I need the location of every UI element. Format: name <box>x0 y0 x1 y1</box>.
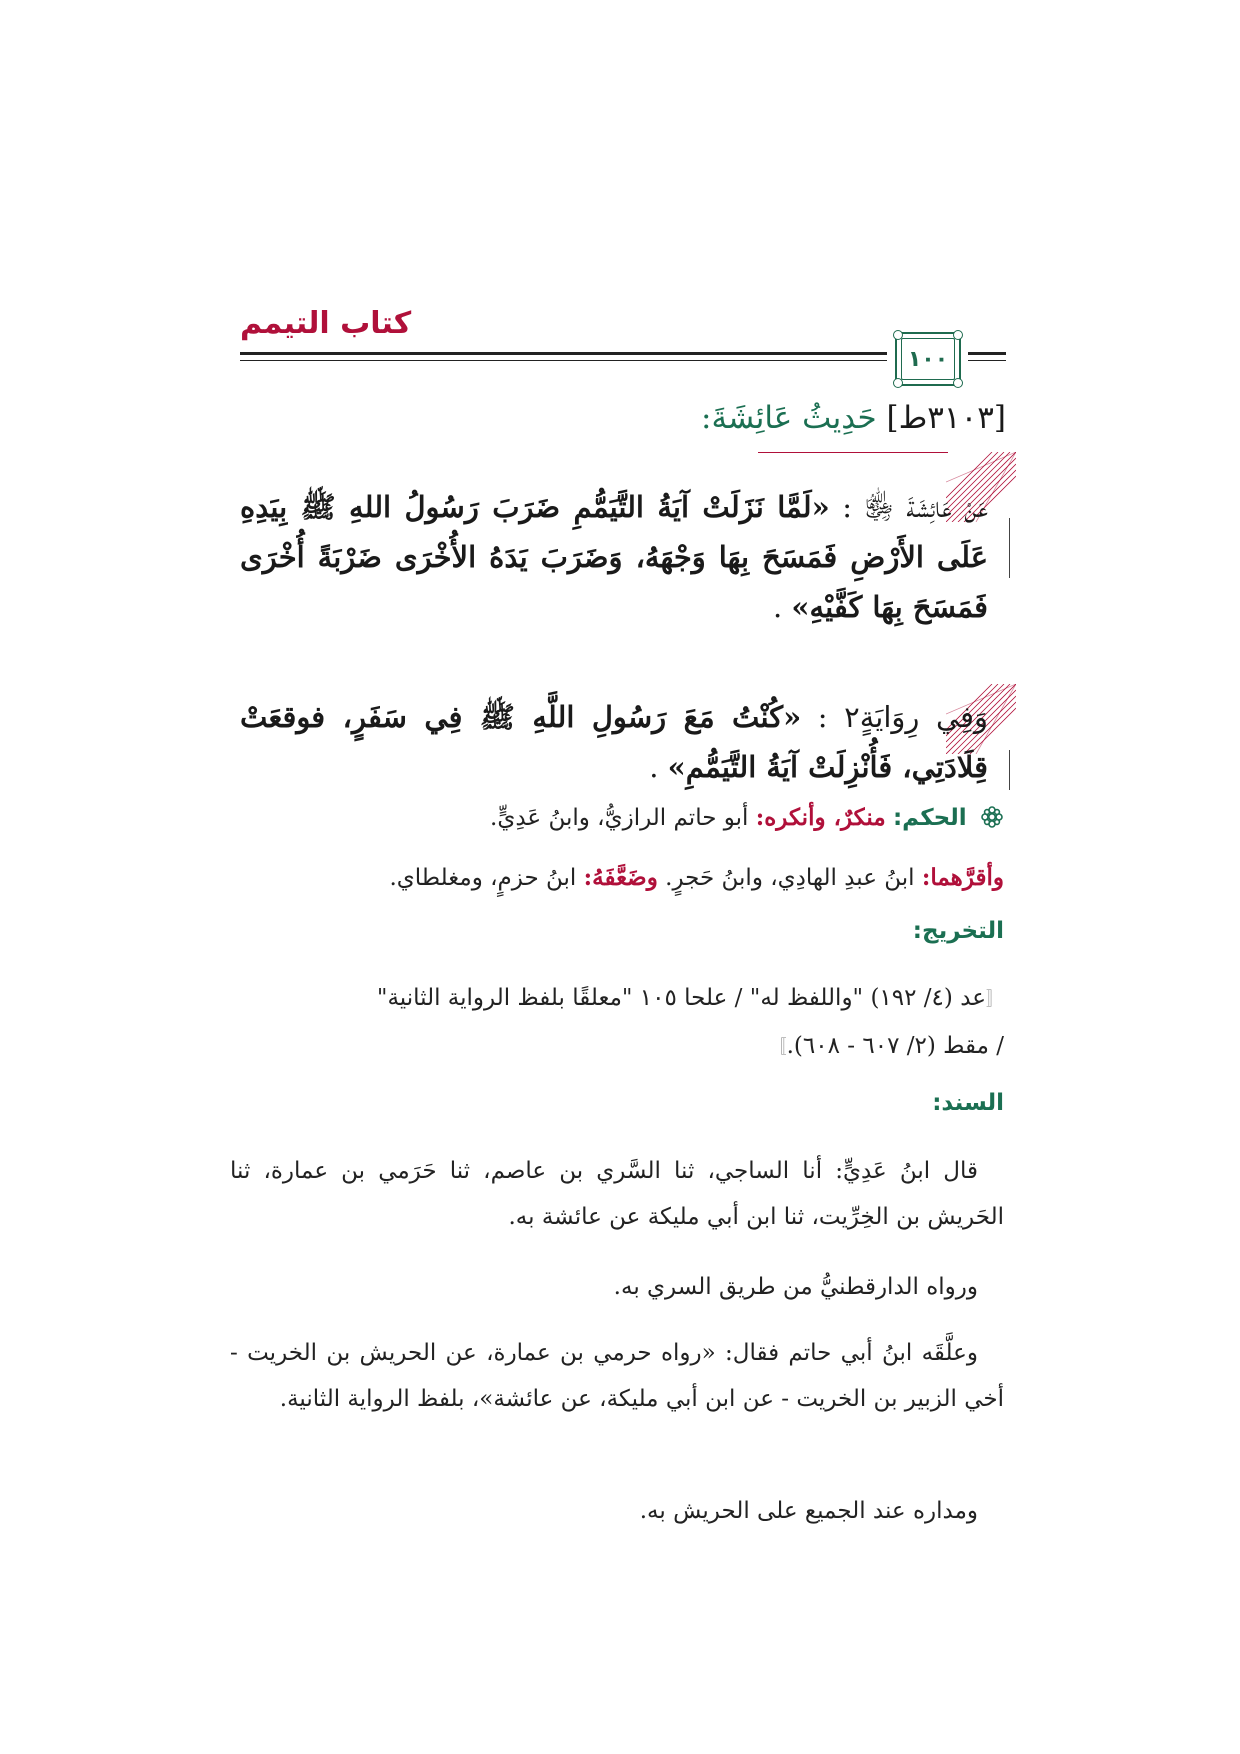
narration-matn-1: «لَمَّا نَزَلَتْ آيَةُ التَّيَمُّمِ ضَرَبَ رَسُولُ اللهِ ﷺ بِيَدِهِ عَلَى الأَرْضِ فَمَسَحَ بِهَا وَجْهَهُ، وَضَرَبَ يَدَهُ الأُخْرَى ضَرْبَةً أُخْرَى فَمَسَحَ بِهَا كَفَّيْهِ» <box>240 490 988 624</box>
flower-ornament-icon <box>980 805 1004 829</box>
frame-corner-ornament <box>953 378 963 388</box>
approval-label: وأقرَّهما: <box>921 864 1004 891</box>
header-rule-right-top <box>968 352 1006 355</box>
hadith-number: [٣١٠٣ط] <box>886 400 1006 436</box>
takhrij-line-2-text: / مقط (٢/ ٦٠٧ - ٦٠٨). <box>786 1033 1004 1059</box>
header-rule-right-bottom <box>968 360 1006 361</box>
narration-matn-2: «كُنْتُ مَعَ رَسُولِ اللَّهِ ﷺ فِي سَفَرٍ، فوقعَتْ قِلَادَتِي، فَأُنْزِلَتْ آيَةُ التَّيَمُّمِ» <box>240 700 988 784</box>
narration-block-2 <box>230 690 1010 800</box>
ruling-label: الحكم: <box>892 805 967 831</box>
approvers: ابنُ عبدِ الهادِي، وابنُ حَجرٍ. <box>657 865 922 891</box>
frame-corner-ornament <box>893 378 903 388</box>
hadith-title: حَدِيثُ عَائِشَةَ: <box>701 400 877 436</box>
quote-top-line <box>758 452 948 453</box>
narration-end-1: . <box>772 590 792 624</box>
sanad-paragraph-4: ومداره عند الجميع على الحريش به. <box>639 1498 978 1524</box>
ruling-rejecters: أبو حاتم الرازيُّ، وابنُ عَدِيٍّ. <box>490 805 756 831</box>
assessment-line <box>230 855 1004 901</box>
quote-side-line <box>1009 518 1010 578</box>
quote-side-line <box>1009 750 1010 790</box>
weakeners: ابنُ حزمٍ، ومغلطاي. <box>389 865 584 891</box>
narration-intro-1: عَنْ عَائِشَةَ ﵂ : <box>842 490 989 524</box>
ruling-verdict: منكرٌ، وأنكره: <box>755 804 886 831</box>
header-rule-bottom <box>240 360 887 361</box>
narration-block-1 <box>230 458 1010 628</box>
running-title: كتاب التيمم <box>240 306 412 341</box>
narration-intro-2: وَفِي رِوَايَةٍ٢ : <box>817 700 989 734</box>
takhrij-text <box>230 975 1004 1071</box>
sanad-paragraph-3: وعلَّقَه ابنُ أبي حاتم فقال: «رواه حرمي بن عمارة، عن الحريش بن الخريت - أخي الزبير بن الخريت - عن ابن أبي مليكة، عن عائشة»، بلفظ الرواية الثانية. <box>230 1340 1004 1412</box>
takhrij-line-1-text: عد (٤/ ١٩٢) "واللفظ له" / علحا ١٠٥ "معلقًا بلفظ الرواية الثانية" <box>376 985 986 1011</box>
narration-end-2: . <box>649 750 668 784</box>
ruling-line <box>230 795 1004 841</box>
frame-corner-ornament <box>953 330 963 340</box>
takhrij-line-1 <box>230 975 1004 1023</box>
sanad-paragraph-2: ورواه الدارقطنيُّ من طريق السري به. <box>613 1274 978 1300</box>
open-bracket-mark: 〚 <box>986 989 1004 1010</box>
sanad-heading: السند: <box>932 1090 1004 1116</box>
hadith-heading <box>500 400 1006 436</box>
narration-text-2 <box>240 692 988 792</box>
frame-corner-ornament <box>893 330 903 340</box>
close-bracket-mark: 〛 <box>768 1037 787 1058</box>
sanad-paragraph-1: قال ابنُ عَدِيٍّ: أنا الساجي، ثنا السَّري بن عاصم، ثنا حَرَمي بن عمارة، ثنا الحَريش بن الخِرِّيت، ثنا ابن أبي مليكة عن عائشة به. <box>230 1158 1004 1230</box>
takhrij-line-2 <box>230 1023 1004 1071</box>
takhrij-heading: التخريج: <box>912 918 1004 944</box>
page-number-frame <box>895 332 961 386</box>
page-number: ١٠٠ <box>907 346 949 372</box>
narration-text-1 <box>240 482 988 632</box>
weakening-label: وضَعَّفَهُ: <box>583 864 658 891</box>
header-rule-top <box>240 352 887 355</box>
